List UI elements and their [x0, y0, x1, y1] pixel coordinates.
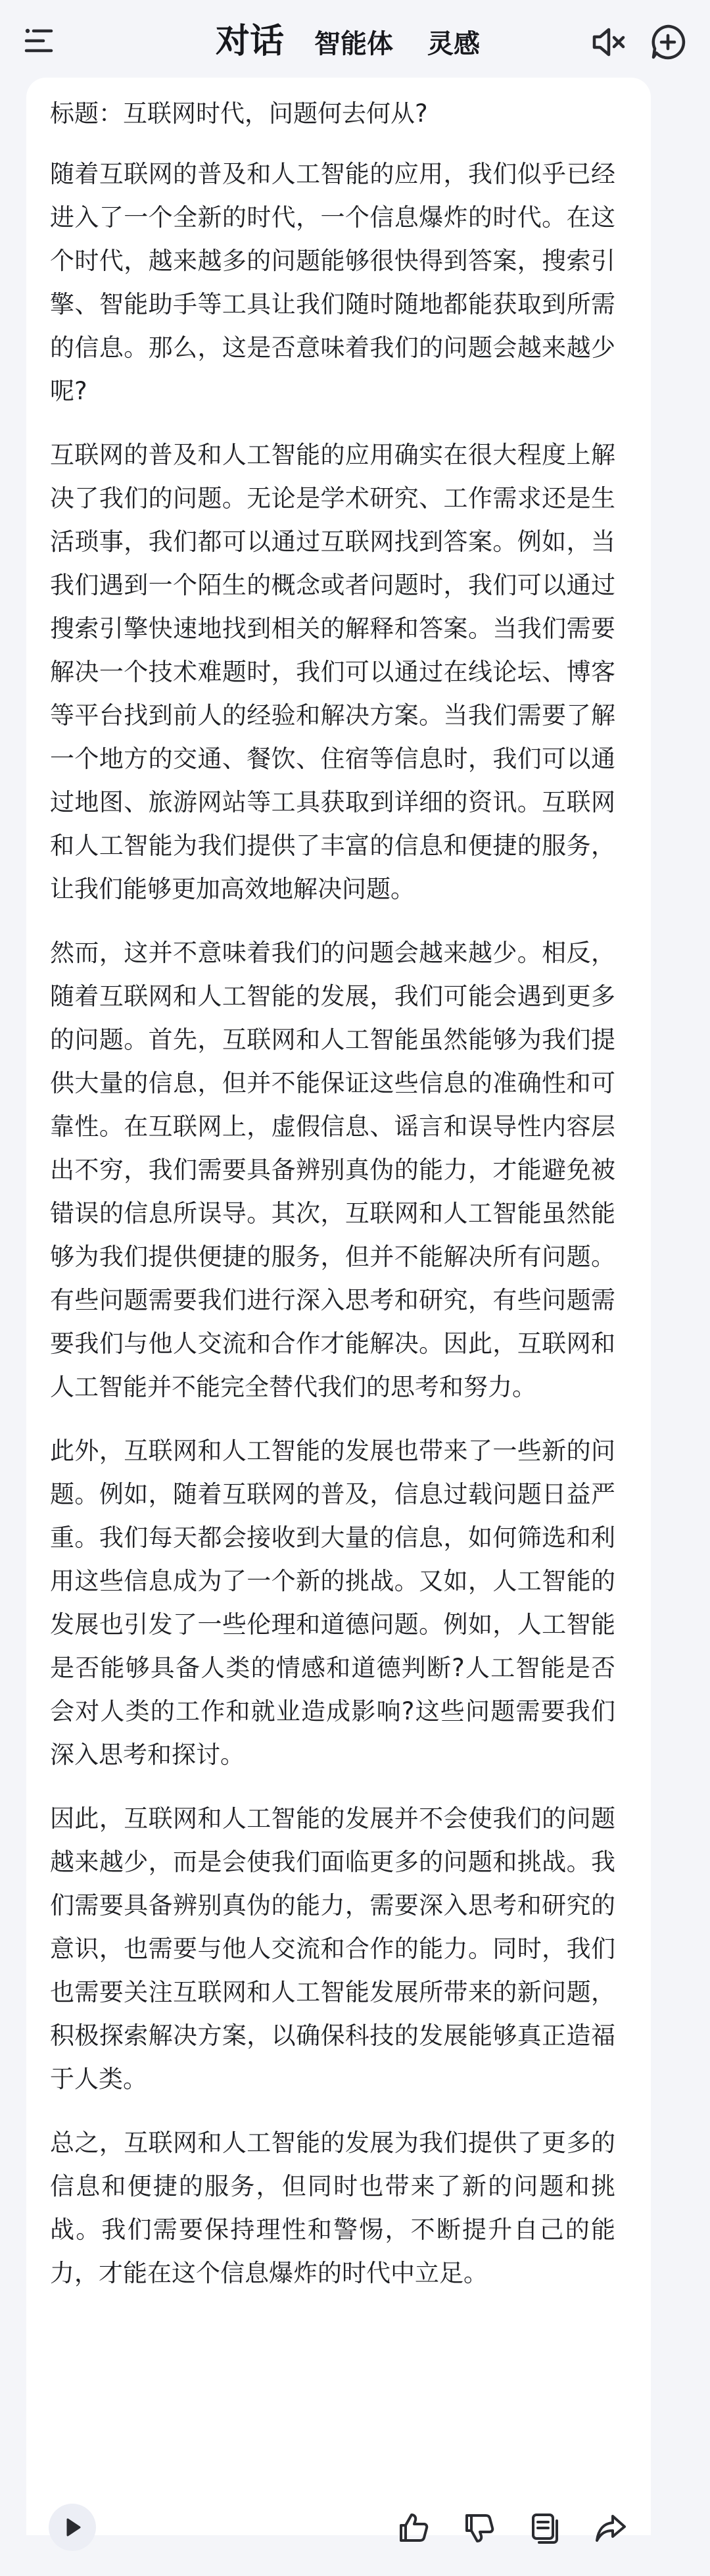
message-content [50, 92, 615, 2316]
tab-agents[interactable]: 智能体 [314, 29, 393, 59]
share-icon[interactable] [594, 2512, 627, 2544]
tab-chat[interactable]: 对话 [216, 22, 285, 61]
new-chat-icon[interactable] [648, 22, 688, 62]
top-bar [0, 0, 710, 78]
message-paragraph: 总之，互联网和人工智能的发展为我们提供了更多的信息和便捷的服务，但同时也带来了新的问题和挑战。我们需要保持理性和警惕，不断提升自己的能力，才能在这个信息爆炸的时代中立足。 [50, 2129, 615, 2287]
message-paragraph: 互联网的普及和人工智能的应用确实在很大程度上解决了我们的问题。无论是学术研究、工作需求还是生活琐事，我们都可以通过互联网找到答案。例如，当我们遇到一个陌生的概念或者问题时，我们可以通过搜索引擎快速地找到相关的解释和答案。当我们需要解决一个技术难题时，我们可以通过在线论坛、博客等平台找到前人的经验和解决方案。当我们需要了解一个地方的交通、餐饮、住宿等信息时，我们可以通过地图、旅游网站等工具获取到详细的资讯。互联网和人工智能为我们提供了丰富的信息和便捷的服务，让我们能够更加高效地解决问题。 [50, 441, 615, 903]
message-actions [26, 2504, 651, 2576]
thumbs-down-icon[interactable] [463, 2512, 496, 2544]
tab-inspiration[interactable]: 灵感 [427, 29, 480, 59]
message-paragraph: 因此，互联网和人工智能的发展并不会使我们的问题越来越少，而是会使我们面临更多的问题和挑战。我们需要具备辨别真伪的能力，需要深入思考和研究的意识，也需要与他人交流和合作的能力。同时，我们也需要关注互联网和人工智能发展所带来的新问题，积极探索解决方案，以确保科技的发展能够真正造福于人类。 [50, 1804, 615, 2093]
speaker-mute-icon[interactable] [589, 22, 628, 62]
message-paragraph: 此外，互联网和人工智能的发展也带来了一些新的问题。例如，随着互联网的普及，信息过载问题日益严重。我们每天都会接收到大量的信息，如何筛选和利用这些信息成为了一个新的挑战。又如，人工智能的发展也引发了一些伦理和道德问题。例如，人工智能是否能够具备人类的情感和道德判断?人工智能是否会对人类的工作和就业造成影响?这些问题需要我们深入思考和探讨。 [50, 1437, 615, 1769]
message-paragraph: 随着互联网的普及和人工智能的应用，我们似乎已经进入了一个全新的时代，一个信息爆炸的时代。在这个时代，越来越多的问题能够很快得到答案，搜索引擎、智能助手等工具让我们随时随地都能获取到所需的信息。那么，这是否意味着我们的问题会越来越少呢? [50, 160, 615, 405]
assistant-message-card [26, 78, 651, 2535]
copy-icon[interactable] [529, 2512, 561, 2544]
message-title: 标题：互联网时代，问题何去何从? [50, 99, 428, 128]
message-paragraph: 然而，这并不意味着我们的问题会越来越少。相反，随着互联网和人工智能的发展，我们可能会遇到更多的问题。首先，互联网和人工智能虽然能够为我们提供大量的信息，但并不能保证这些信息的准确性和可靠性。在互联网上，虚假信息、谣言和误导性内容层出不穷，我们需要具备辨别真伪的能力，才能避免被错误的信息所误导。其次，互联网和人工智能虽然能够为我们提供便捷的服务，但并不能解决所有问题。有些问题需要我们进行深入思考和研究，有些问题需要我们与他人交流和合作才能解决。因此，互联网和人工智能并不能完全替代我们的思考和努力。 [50, 939, 615, 1401]
play-icon [49, 2504, 96, 2551]
thumbs-up-icon[interactable] [397, 2512, 430, 2544]
play-button[interactable] [49, 2504, 96, 2551]
